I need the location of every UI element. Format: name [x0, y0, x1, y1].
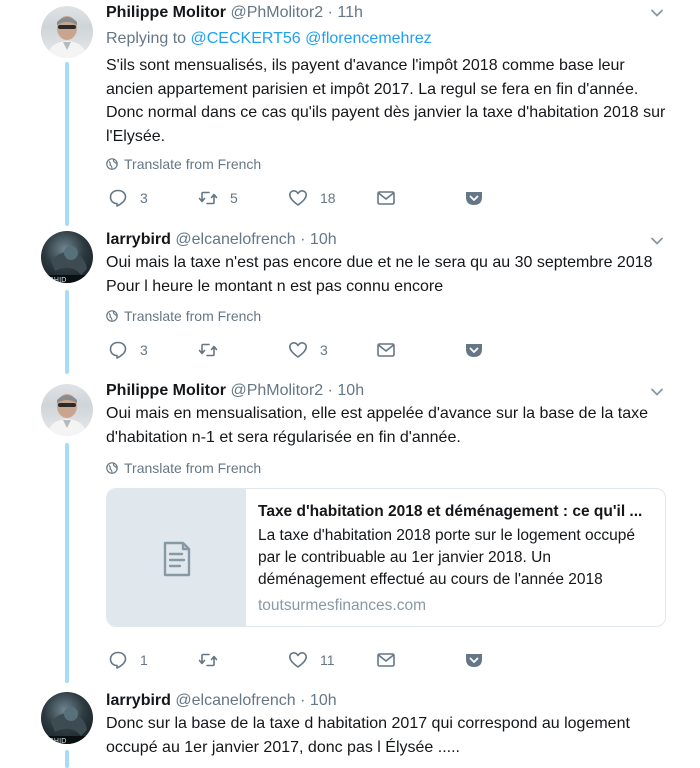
message-button[interactable] [376, 340, 396, 360]
author-handle[interactable]: @elcanelofrench [175, 231, 296, 248]
reply-count: 3 [140, 342, 148, 358]
tweet-actions [108, 650, 488, 672]
pocket-icon [464, 650, 484, 670]
mention-link[interactable]: @florencemehrez [305, 30, 432, 47]
envelope-icon [376, 188, 396, 208]
translate-label[interactable]: Translate from French [124, 460, 262, 476]
avatar[interactable] [41, 692, 93, 744]
author-handle[interactable]: @PhMolitor2 [230, 4, 324, 21]
translate-link[interactable] [106, 459, 261, 477]
heart-icon [288, 188, 308, 208]
card-description: La taxe d'habitation 2018 porte sur le logement occupé par le contribuable au 1er janvier 2018. Un déménagement effectué au cours de l'année 2018 [258, 527, 635, 588]
reply-count: 1 [140, 652, 148, 668]
avatar-photo [41, 6, 93, 58]
timestamp[interactable]: 11h [337, 4, 363, 21]
replying-to-label: Replying to [106, 30, 187, 47]
tweet-header [106, 380, 364, 402]
tweet-text: Donc sur la base de la taxe d habitation 2017 qui correspond au logement occupé au 1er janvier 2017, donc pas l Élysée ..... [106, 715, 630, 756]
reply-button[interactable] [108, 188, 148, 208]
retweet-icon [198, 650, 218, 670]
tweet-text: S'ils sont mensualisés, ils payent d'avance l'impôt 2018 comme base leur ancien appartement parisien et impôt 2017. La regul se fera en fin d'année. Donc normal dans ce cas qu'ils payent dès janvier la taxe d'habitation 2018 sur l'Elysée. [106, 57, 666, 145]
author-name[interactable]: larrybird [106, 692, 171, 709]
translate-label[interactable]: Translate from French [124, 156, 262, 172]
pocket-button[interactable] [464, 188, 484, 208]
like-count: 3 [320, 342, 328, 358]
author-name[interactable]: Philippe Molitor [106, 382, 226, 399]
reply-count: 3 [140, 190, 148, 206]
chevron-down-icon[interactable] [650, 385, 664, 399]
like-button[interactable] [288, 650, 335, 670]
thread-line [65, 443, 69, 683]
separator: · [327, 382, 333, 399]
thread-line [65, 750, 69, 768]
document-icon [155, 537, 199, 581]
svg-text:BHID: BHID [49, 737, 67, 744]
tweet-text: Oui mais en mensualisation, elle est appelée d'avance sur la base de la taxe d'habitation n-1 et sera régularisée en fin d'année. [106, 405, 649, 446]
card-thumbnail [107, 489, 246, 627]
globe-icon [106, 462, 118, 474]
link-card[interactable] [106, 488, 666, 627]
pocket-button[interactable] [464, 340, 484, 360]
globe-icon [106, 310, 118, 322]
replying-to [106, 28, 432, 50]
like-count: 11 [320, 652, 335, 668]
separator: · [300, 692, 306, 709]
retweet-button[interactable] [198, 340, 230, 360]
retweet-button[interactable] [198, 188, 238, 208]
reply-icon [108, 650, 128, 670]
timestamp[interactable]: 10h [337, 382, 365, 399]
separator: · [327, 4, 333, 21]
avatar-photo [41, 692, 93, 744]
tweet-header [106, 690, 337, 712]
thread-line [65, 62, 69, 226]
envelope-icon [376, 340, 396, 360]
retweet-button[interactable] [198, 650, 230, 670]
reply-icon [108, 188, 128, 208]
retweet-count: 5 [230, 190, 238, 206]
tweet-actions [108, 188, 488, 210]
chevron-down-icon[interactable] [650, 6, 664, 20]
avatar[interactable] [41, 6, 93, 58]
author-handle[interactable]: @elcanelofrench [175, 692, 296, 709]
heart-icon [288, 650, 308, 670]
envelope-icon [376, 650, 396, 670]
card-body [258, 501, 658, 617]
translate-label[interactable]: Translate from French [124, 308, 262, 324]
svg-text:BHID: BHID [49, 276, 67, 283]
like-button[interactable] [288, 340, 328, 360]
message-button[interactable] [376, 650, 396, 670]
message-button[interactable] [376, 188, 396, 208]
avatar[interactable] [41, 384, 93, 436]
timestamp[interactable]: 10h [309, 231, 337, 248]
like-count: 18 [320, 190, 336, 206]
globe-icon [106, 158, 118, 170]
tweet-actions [108, 340, 488, 362]
avatar[interactable] [41, 231, 93, 283]
reply-button[interactable] [108, 340, 148, 360]
timestamp[interactable]: 10h [309, 692, 337, 709]
avatar-photo [41, 231, 93, 283]
avatar-photo [41, 384, 93, 436]
author-handle[interactable]: @PhMolitor2 [230, 382, 324, 399]
author-name[interactable]: larrybird [106, 231, 171, 248]
heart-icon [288, 340, 308, 360]
chevron-down-icon[interactable] [650, 234, 664, 248]
mention-link[interactable]: @CECKERT56 [190, 30, 301, 47]
translate-link[interactable] [106, 307, 261, 325]
tweet-text: Oui mais la taxe n'est pas encore due et ne le sera qu au 30 septembre 2018 Pour l heure le montant n est pas connu encore [106, 254, 653, 295]
pocket-icon [464, 340, 484, 360]
card-title: Taxe d'habitation 2018 et déménagement : ce qu'il ... [258, 503, 643, 520]
tweet-header [106, 2, 363, 24]
translate-link[interactable] [106, 155, 261, 173]
pocket-button[interactable] [464, 650, 484, 670]
reply-icon [108, 340, 128, 360]
card-domain: toutsurmesfinances.com [258, 597, 426, 614]
pocket-icon [464, 188, 484, 208]
retweet-icon [198, 340, 218, 360]
reply-button[interactable] [108, 650, 148, 670]
author-name[interactable]: Philippe Molitor [106, 4, 226, 21]
separator: · [300, 231, 306, 248]
like-button[interactable] [288, 188, 336, 208]
retweet-icon [198, 188, 218, 208]
thread-line [65, 290, 69, 374]
tweet-header [106, 229, 337, 251]
